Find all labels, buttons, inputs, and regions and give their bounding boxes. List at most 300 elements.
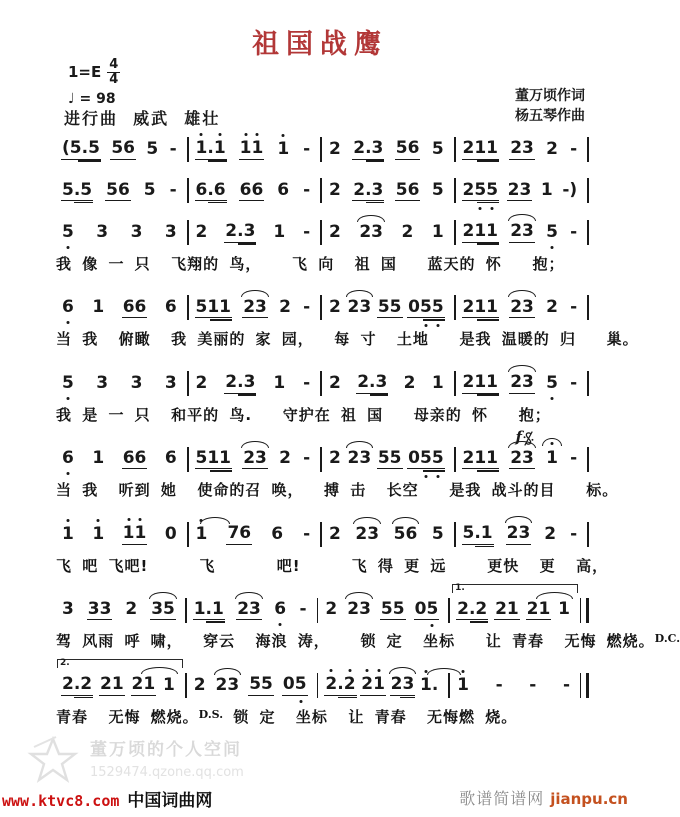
note-digit: 1 xyxy=(92,525,104,545)
note-digit: 1 xyxy=(196,139,208,159)
note-token: 56 xyxy=(395,179,420,200)
note-token xyxy=(419,676,439,696)
bar-line xyxy=(587,371,589,396)
note-token: 2 xyxy=(279,448,291,469)
octave-dot-above xyxy=(139,518,142,521)
note-digit: . xyxy=(337,674,344,695)
note-digit: 6 xyxy=(62,298,74,318)
note-digit: 6 xyxy=(62,449,74,469)
note-token: 2 xyxy=(329,372,341,393)
note-token: - xyxy=(303,180,311,201)
measure xyxy=(190,178,320,205)
note-token: - xyxy=(169,138,177,159)
bar-line xyxy=(185,598,187,623)
bar-line xyxy=(187,371,189,396)
note-token: (5.5 xyxy=(62,138,100,158)
note-token: 23 xyxy=(355,523,380,544)
repeat-mark: D.S. xyxy=(198,707,224,721)
score-line xyxy=(56,658,590,727)
note-token xyxy=(61,374,75,394)
measure xyxy=(56,295,186,322)
measure xyxy=(190,219,320,246)
note-digit: 2 xyxy=(325,675,337,695)
measure xyxy=(56,521,186,548)
note-token: 2 xyxy=(403,372,416,393)
note-token: 23 xyxy=(237,598,261,619)
note-token: 23 xyxy=(510,372,534,393)
note-digit: 2 xyxy=(344,675,356,695)
measure xyxy=(56,178,186,205)
note-digit: 1 xyxy=(251,139,263,159)
measure xyxy=(188,672,316,699)
note-digit: 2 xyxy=(361,675,373,695)
measure xyxy=(190,136,320,163)
note-token: 66 xyxy=(122,447,147,468)
bar-line xyxy=(580,598,589,623)
key-signature: 1=E xyxy=(68,63,102,82)
note-token: 23 xyxy=(510,296,534,317)
score-line xyxy=(56,370,590,425)
note-token: 2.2 xyxy=(62,674,93,695)
octave-dot-above xyxy=(200,133,203,136)
note-token: 511 xyxy=(195,296,231,317)
quarter-note-icon: ♩ xyxy=(68,90,75,107)
note-token: 3 xyxy=(130,372,143,393)
bar-line xyxy=(587,220,589,245)
measure xyxy=(323,522,453,548)
note-token: 3 xyxy=(62,599,74,620)
measure xyxy=(323,136,453,163)
note-token: 23 xyxy=(347,448,372,469)
note-digit: 1 xyxy=(277,140,289,160)
note-digit: 5 xyxy=(474,181,486,201)
note-token: 5 xyxy=(146,138,159,159)
measure xyxy=(457,219,587,246)
note-token: 2.3 xyxy=(225,372,256,393)
measure xyxy=(451,582,579,624)
lyric-text: 青春 无悔 燃烧。 xyxy=(56,707,199,726)
bar-line xyxy=(454,371,456,396)
segno-icon xyxy=(523,431,534,446)
note-token: 5.1 xyxy=(462,523,493,544)
octave-dot-below xyxy=(431,624,434,627)
note-token: 1 xyxy=(273,221,286,242)
note-token: 2 xyxy=(544,523,557,544)
octave-dot-below xyxy=(551,246,554,249)
octave-dot-below xyxy=(424,324,427,327)
bar-line xyxy=(454,295,456,320)
lyric-text: 飞 吧 飞吧! 飞 吧! 飞 得 更 远 更快 更 高， xyxy=(56,556,609,575)
note-token: 66 xyxy=(122,296,147,317)
bar-line xyxy=(448,598,450,623)
composer-credit: 杨五琴作曲 xyxy=(515,108,585,125)
note-token: 2.3 xyxy=(225,221,256,242)
note-token xyxy=(545,223,559,243)
note-token: 56 xyxy=(111,138,135,158)
note-digit: 5 xyxy=(420,298,432,318)
bar-line xyxy=(454,137,456,162)
note-digit: 5 xyxy=(546,374,558,394)
bar-line xyxy=(187,178,189,203)
note-token: - xyxy=(303,523,311,544)
note-token xyxy=(273,600,287,620)
note-token: 23 xyxy=(347,297,372,318)
bar-line xyxy=(187,220,189,245)
score-line xyxy=(56,295,639,350)
note-token: 211 xyxy=(462,221,498,242)
note-token xyxy=(122,524,148,545)
measure xyxy=(190,446,320,473)
note-token: 1 xyxy=(273,372,286,393)
octave-dot-below xyxy=(491,207,494,210)
note-token: 76 xyxy=(227,523,252,544)
octave-dot-above xyxy=(66,519,69,522)
octave-dot-below xyxy=(479,207,482,210)
note-token xyxy=(195,139,227,160)
note-token: - xyxy=(570,372,578,393)
bar-line xyxy=(454,522,456,547)
watermark xyxy=(26,733,244,787)
footer-right-url: jianpu.cn xyxy=(550,790,628,808)
measure xyxy=(451,673,579,699)
note-token: 2 xyxy=(195,372,208,393)
lyric-text: 当 我 俯瞰 我 美丽的 家 园， 每 寸 土地 是我 温暖的 归 巢。 xyxy=(56,330,639,349)
bar-line xyxy=(320,178,322,203)
bar-line xyxy=(187,295,189,320)
note-token: 2 xyxy=(279,297,291,318)
note-token: 55 xyxy=(377,296,402,317)
lyric-row xyxy=(56,630,680,651)
octave-dot-below xyxy=(66,472,69,475)
lyric-text: 当 我 听到 她 使命的召 唤， 搏 击 长空 是我 战斗的目 标。 xyxy=(56,481,619,500)
note-token: 1 xyxy=(431,221,444,242)
note-token: 3 xyxy=(130,221,143,242)
note-digit: 5 xyxy=(432,449,444,469)
note-token xyxy=(195,525,209,545)
note-token: - xyxy=(529,674,537,695)
note-token: 6 xyxy=(164,448,177,469)
bar-line xyxy=(320,522,322,547)
measure xyxy=(56,371,186,397)
bar-line xyxy=(320,295,322,320)
bar-line xyxy=(448,673,450,698)
note-token: 21 xyxy=(495,598,519,619)
note-token: 2 xyxy=(195,221,208,242)
note-token: 3 xyxy=(96,221,109,242)
bar-line xyxy=(454,447,456,472)
credits xyxy=(515,86,585,127)
lyricist-credit: 董万顷作词 xyxy=(515,88,585,104)
measure xyxy=(56,220,186,246)
bar-line xyxy=(587,178,589,203)
note-row xyxy=(56,136,590,163)
note-token xyxy=(282,675,308,696)
bar-line xyxy=(587,522,589,547)
note-token: 2.3 xyxy=(353,179,384,200)
note-token xyxy=(407,449,445,470)
note-token: 0 xyxy=(164,523,177,544)
bar-line xyxy=(320,371,322,396)
note-token: 55 xyxy=(377,447,402,468)
measure xyxy=(56,597,184,624)
measure xyxy=(323,178,453,205)
score-line xyxy=(56,427,619,501)
note-token: 56 xyxy=(106,179,130,200)
lyric-text: 驾 风雨 呼 啸， 穿云 海浪 涛， 锁 定 坐标 让 青春 无悔 燃烧。 xyxy=(56,632,655,651)
note-token: 5 xyxy=(431,180,444,201)
note-token: 2 xyxy=(546,138,558,159)
note-token: 21 xyxy=(131,674,156,695)
lyric-text: 我 是 一 只 和平的 鸟. 守护在 祖 国 母亲的 怀 抱； xyxy=(56,405,551,424)
note-token xyxy=(414,600,440,621)
note-digit: 1 xyxy=(214,139,226,159)
note-token: 2 xyxy=(329,180,341,201)
note-token: 5 xyxy=(431,523,444,544)
note-token: - xyxy=(570,221,578,242)
bar-line xyxy=(580,673,589,698)
bar-line xyxy=(454,178,456,203)
note-token: 23 xyxy=(243,296,267,317)
watermark-title: 董万顷的个人空间 xyxy=(90,739,242,760)
octave-dot-above xyxy=(127,518,130,521)
measure xyxy=(56,136,186,163)
note-digit: 5 xyxy=(426,600,438,620)
octave-dot-above xyxy=(424,670,427,673)
bar-line xyxy=(320,447,322,472)
bar-line xyxy=(320,220,322,245)
lyric-row xyxy=(56,253,590,274)
note-token: - xyxy=(562,674,571,695)
octave-dot-below xyxy=(66,321,69,324)
bar-line xyxy=(454,220,456,245)
note-token: 1.1 xyxy=(193,598,224,619)
octave-dot-below xyxy=(299,700,302,703)
measure xyxy=(457,521,587,548)
bar-line xyxy=(317,673,319,698)
note-token: 56 xyxy=(395,138,420,158)
note-token: 2.3 xyxy=(357,372,388,393)
octave-dot-above xyxy=(256,133,259,136)
note-token: 56 xyxy=(393,523,418,544)
bar-line xyxy=(587,447,589,472)
note-token xyxy=(360,675,386,696)
note-token: 21 xyxy=(99,674,124,695)
tempo-marking: ♩ = 98 xyxy=(68,90,116,107)
note-digit: 1 xyxy=(373,675,385,695)
note-digit: 6 xyxy=(274,600,286,620)
measure xyxy=(323,446,453,473)
bar-line xyxy=(187,447,189,472)
note-token: 66 xyxy=(239,179,264,200)
open-paren: ( xyxy=(62,138,70,158)
bar-line xyxy=(185,673,187,698)
note-token xyxy=(61,298,75,318)
measure xyxy=(319,597,447,624)
note-digit: 0 xyxy=(408,296,420,317)
note-token: - xyxy=(495,674,503,695)
note-token: 23 xyxy=(347,599,371,620)
score-line xyxy=(56,178,590,205)
note-token: 6 xyxy=(164,297,177,318)
f-segno-marking xyxy=(516,428,534,446)
note-token: 23 xyxy=(510,447,534,468)
note-token: 6 xyxy=(277,180,290,201)
bar-line xyxy=(320,137,322,162)
note-token: 1 xyxy=(540,180,553,201)
note-token xyxy=(407,298,445,319)
note-token: 55 xyxy=(380,598,405,619)
note-token: 2 xyxy=(325,599,338,620)
note-token: 23 xyxy=(243,447,267,468)
octave-dot-above xyxy=(348,669,351,672)
note-token: 211 xyxy=(462,296,498,317)
measure xyxy=(323,220,453,246)
lyric-row xyxy=(56,404,590,425)
note-token: 1 xyxy=(546,448,558,469)
octave-dot-above xyxy=(244,133,247,136)
note-token: 23 xyxy=(359,221,384,242)
note-token: 2 xyxy=(329,448,341,469)
note-token xyxy=(545,374,559,394)
measure xyxy=(56,446,186,473)
note-token xyxy=(276,140,290,160)
note-digit: 5 xyxy=(432,298,444,318)
note-token: 1 xyxy=(92,297,105,318)
note-token: 5 xyxy=(431,138,444,159)
volta-bracket-label: 2. xyxy=(60,658,70,669)
octave-dot-above xyxy=(462,670,465,673)
note-token xyxy=(324,675,356,696)
note-token: 33 xyxy=(87,598,112,619)
note-token: 23 xyxy=(390,674,415,695)
note-token: 2 xyxy=(193,674,206,695)
note-token: - xyxy=(303,221,311,242)
score-area xyxy=(56,136,680,748)
bar-line xyxy=(187,137,189,162)
note-digit: 2 xyxy=(462,179,475,200)
note-token xyxy=(61,525,75,545)
lyric-text: 锁 定 坐标 让 青春 无悔燃 烧。 xyxy=(223,707,518,726)
footer-left-site: 中国词曲网 xyxy=(127,791,213,811)
measure xyxy=(323,370,453,397)
star-icon xyxy=(26,733,80,787)
repeat-mark: D.C. xyxy=(654,632,680,646)
lyric-row xyxy=(56,479,619,500)
note-digit: 5 xyxy=(295,675,307,695)
note-token: 6.6 xyxy=(195,179,226,200)
lyric-row xyxy=(56,555,609,576)
note-token: 3 xyxy=(164,372,177,393)
octave-dot-below xyxy=(436,324,439,327)
bar-line xyxy=(587,137,589,162)
note-digit: 0 xyxy=(282,674,295,695)
measure xyxy=(190,370,320,397)
note-token: - xyxy=(570,297,578,318)
note-token: 5.5 xyxy=(62,179,93,200)
note-digit: . xyxy=(207,138,214,158)
note-digit: . xyxy=(431,674,439,695)
measure xyxy=(457,178,587,205)
lyric-row xyxy=(56,328,639,349)
note-token xyxy=(61,223,75,243)
note-token: - xyxy=(570,523,578,544)
note-token: 6 xyxy=(271,523,284,544)
note-token xyxy=(462,181,500,202)
score-line xyxy=(56,136,590,163)
note-token: 2.3 xyxy=(353,138,384,158)
measure xyxy=(457,295,587,322)
note-token: - xyxy=(570,448,578,469)
note-digit: 0 xyxy=(414,598,427,619)
note-digit: 5 xyxy=(62,374,74,394)
note-token: 2 xyxy=(125,599,138,620)
note-row xyxy=(56,658,590,699)
note-token: 21 xyxy=(526,598,551,619)
octave-dot-above xyxy=(378,669,381,672)
bar-line xyxy=(587,295,589,320)
note-token: 2 xyxy=(329,523,341,544)
measure xyxy=(56,658,184,699)
octave-dot-below xyxy=(66,397,69,400)
note-token xyxy=(91,525,105,545)
watermark-url: 1529474.qzone.qq.com xyxy=(90,765,244,780)
note-token: 23 xyxy=(510,138,534,158)
note-token: - xyxy=(299,599,307,620)
note-token: -) xyxy=(562,180,578,201)
octave-dot-above xyxy=(366,669,369,672)
note-token: 511 xyxy=(195,447,231,468)
note-digit: 5 xyxy=(486,181,498,201)
note-digit: 0 xyxy=(408,447,420,468)
note-token: 2.2 xyxy=(457,598,488,619)
note-token: - xyxy=(303,448,311,469)
note-token: - xyxy=(303,372,311,393)
footer-left xyxy=(2,786,212,811)
octave-dot-below xyxy=(551,397,554,400)
note-token: 1 xyxy=(558,599,570,620)
note-digit: 1 xyxy=(123,524,135,544)
note-token: 35 xyxy=(151,598,175,619)
footer-right xyxy=(459,786,628,809)
score-line xyxy=(56,582,680,652)
forte-letter: f xyxy=(515,427,522,446)
note-digit: 5 xyxy=(420,449,432,469)
note-token: 23 xyxy=(215,674,240,695)
volta-bracket-label: 1. xyxy=(455,582,465,593)
note-token: 1 xyxy=(163,674,175,695)
footer-left-url: www.ktvc8.com xyxy=(2,792,120,810)
note-row xyxy=(56,295,590,322)
note-row xyxy=(56,582,590,624)
note-token: 2 xyxy=(329,221,341,242)
octave-dot-below xyxy=(279,623,282,626)
octave-dot-above xyxy=(282,134,285,137)
bar-line xyxy=(317,598,319,623)
note-token: 2 xyxy=(401,221,414,242)
note-digit: 5 xyxy=(546,223,558,243)
octave-dot-below xyxy=(66,246,69,249)
note-token: 2 xyxy=(329,297,341,318)
note-row xyxy=(56,178,590,205)
measure xyxy=(190,521,320,548)
note-digit: 1 xyxy=(62,525,74,545)
score-line xyxy=(56,521,609,576)
note-digit: 1 xyxy=(196,525,208,545)
measure xyxy=(457,446,587,473)
note-token: - xyxy=(303,297,311,318)
note-row xyxy=(56,370,590,397)
measure xyxy=(319,672,447,699)
